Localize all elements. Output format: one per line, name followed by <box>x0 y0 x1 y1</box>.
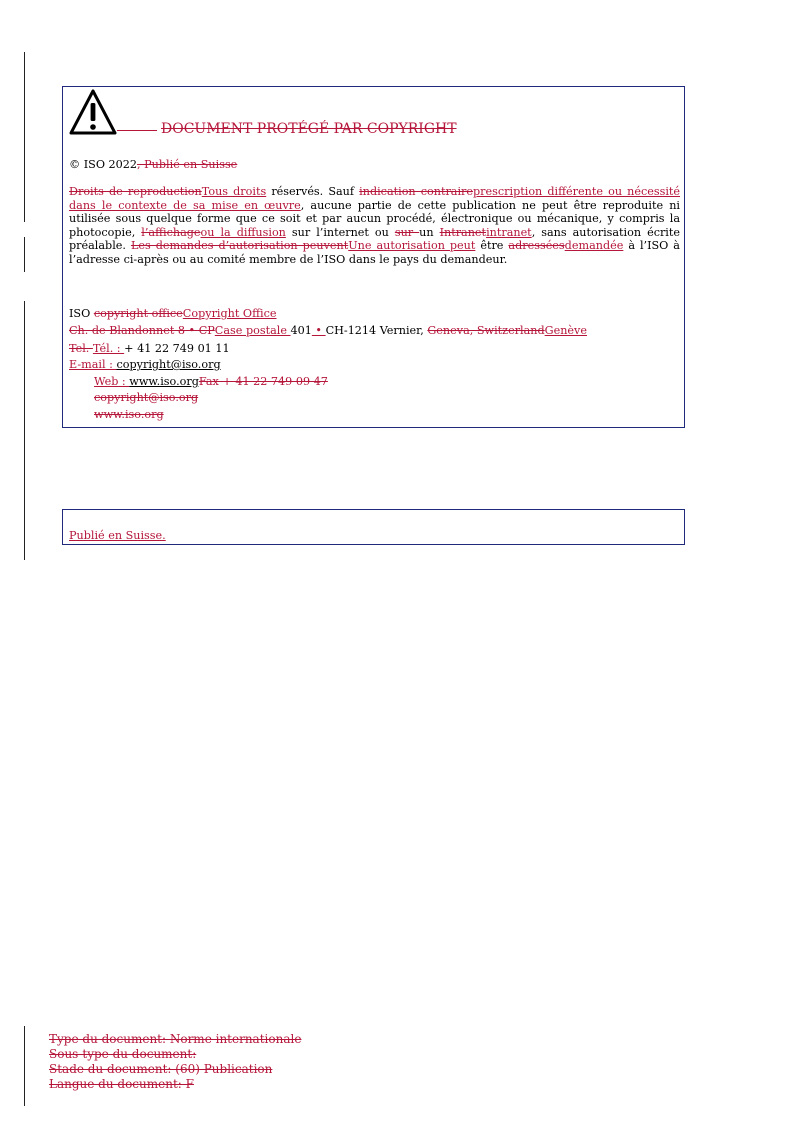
footer-document-subtype: Sous-type du document: <box>49 1047 197 1061</box>
copyright-title: DOCUMENT PROTÉGÉ PAR COPYRIGHT <box>161 121 457 137</box>
rights-paragraph: Droits de reproductionTous droits réservés. Sauf indication contraireprescription différente ou nécessité dans le contexte de sa mise en œuvre, aucune partie de cette publication ne peut être reproduite ni utilisée sous quelque forme que ce soit et par aucun procédé, électronique ou mécanique, y compris la photocopie, l’affichageou la diffusion sur l’internet ou sur un Intranetintranet, sans autorisation écrite préalable. Les demandes d’autorisation peuventUne autorisation peut être adresséesdemandée à l’ISO à l’adresse ci-après ou au comité membre de l’ISO dans le pays du demandeur. <box>69 185 681 266</box>
change-bar <box>24 301 25 560</box>
footer-document-stage: Stade du document: (60) Publication <box>49 1062 273 1076</box>
change-bar <box>24 1026 25 1106</box>
email-line: E-mail : copyright@iso.org <box>69 358 221 371</box>
web-line: Web : www.iso.orgFax + 41 22 749 09 47 <box>94 375 328 388</box>
change-bar <box>24 237 25 272</box>
warning-underline <box>117 130 157 131</box>
address-line: Ch. de Blandonnet 8 • CPCase postale 401 • CH-1214 Vernier, Geneva, SwitzerlandGenève <box>69 324 587 337</box>
change-bar <box>24 52 25 222</box>
published-box <box>62 509 685 545</box>
copyright-line: © ISO 2022, Publié en Suisse <box>69 158 238 171</box>
deleted-website: www.iso.org <box>94 408 164 421</box>
footer-document-type: Type du document: Norme internationale <box>49 1032 302 1046</box>
published-text: Publié en Suisse. <box>69 529 166 542</box>
deleted-email: copyright@iso.org <box>94 391 199 404</box>
tel-line: Tel. Tél. : + 41 22 749 01 11 <box>69 342 230 355</box>
copyright-box <box>62 86 685 428</box>
office-line: ISO copyright officeCopyright Office <box>69 307 277 320</box>
footer-document-language: Langue du document: F <box>49 1077 194 1091</box>
warning-icon <box>68 87 118 137</box>
